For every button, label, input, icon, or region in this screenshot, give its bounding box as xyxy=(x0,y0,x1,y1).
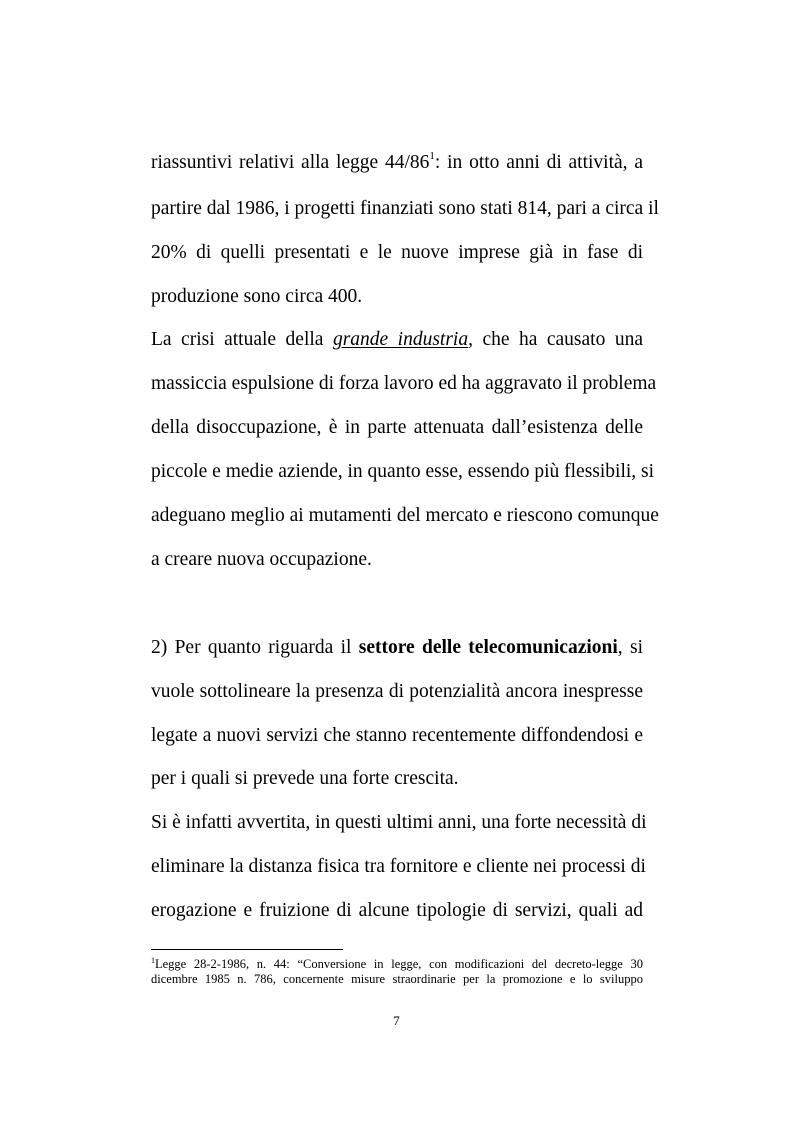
footnote-line-2: dicembre 1985 n. 786, concernente misure straordinarie per la promozione e lo sviluppo xyxy=(151,972,643,986)
body-line-9: adeguano meglio ai mutamenti del mercato e riescono comunque xyxy=(151,505,659,526)
page-number: 7 xyxy=(393,1013,400,1028)
body-line-14: per i quali si prevede una forte crescita. xyxy=(151,768,459,789)
body-line-13: legate a nuovi servizi che stanno recentemente diffondendosi e xyxy=(151,725,643,746)
body-line-6: massiccia espulsione di forza lavoro ed ha aggravato il problema xyxy=(151,373,657,394)
body-line-7: della disoccupazione, è in parte attenuata dall’esistenza delle xyxy=(151,417,643,438)
body-line-4: produzione sono circa 400. xyxy=(151,286,363,307)
footnote-line-1: $^1$Legge 28-2-1986, n. 44: “Conversione in legge, con modificazioni del decreto-legge 30 xyxy=(151,955,643,971)
emphasis-settore-telecomunicazioni: settore delle telecomunicazioni xyxy=(358,637,618,658)
emphasis-grande-industria: grande industria xyxy=(332,329,469,350)
body-line-17: erogazione e fruizione di alcune tipologie di servizi, quali ad xyxy=(151,900,643,921)
footnote-marker: 1 xyxy=(151,955,155,965)
body-line-1: riassuntivi relativi alla legge 44/86$^1$: in otto anni di attività, a xyxy=(151,149,643,173)
footnote-reference[interactable]: 1 xyxy=(429,149,435,162)
body-line-3: 20% di quelli presentati e le nuove imprese già in fase di xyxy=(151,242,643,263)
body-line-15: Si è infatti avvertita, in questi ultimi anni, una forte necessità di xyxy=(151,812,647,833)
body-line-8: piccole e medie aziende, in quanto esse, essendo più flessibili, si xyxy=(151,461,655,482)
body-line-12: vuole sottolineare la presenza di potenzialità ancora inespresse xyxy=(151,681,643,702)
body-line-10: a creare nuova occupazione. xyxy=(151,549,372,570)
footnote-separator xyxy=(151,949,343,950)
body-line-5: La crisi attuale della grande industria, che ha causato una xyxy=(151,329,643,350)
body-line-11: 2) Per quanto riguarda il settore delle telecomunicazioni, si xyxy=(151,637,643,658)
body-line-2: partire dal 1986, i progetti finanziati sono stati 814, pari a circa il xyxy=(151,198,659,219)
body-line-16: eliminare la distanza fisica tra fornitore e cliente nei processi di xyxy=(151,856,646,877)
